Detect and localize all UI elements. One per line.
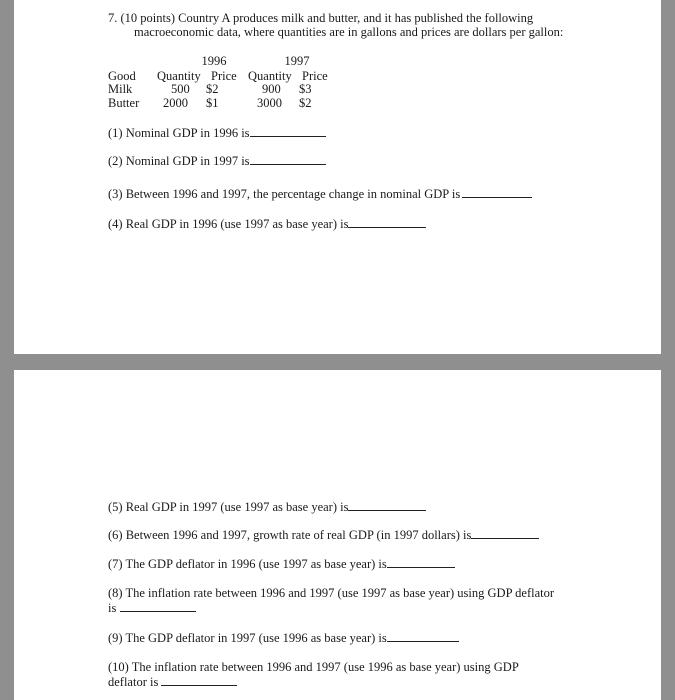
question-9 bbox=[108, 630, 459, 646]
question-8-text: (8) The inflation rate between 1996 and 1997 (use 1997 as base year) using GDP deflator bbox=[108, 586, 555, 600]
answer-blank-6 bbox=[471, 527, 539, 539]
document-page-1 bbox=[14, 0, 661, 354]
question-2-text: (2) Nominal GDP in 1997 is bbox=[108, 154, 250, 168]
table-header-price-1996: Price bbox=[211, 69, 237, 83]
question-1-text: (1) Nominal GDP in 1996 is bbox=[108, 126, 250, 140]
table-cell-butter-price-1996: $1 bbox=[206, 96, 219, 110]
question-3-text: (3) Between 1996 and 1997, the percentage change in nominal GDP is bbox=[108, 187, 461, 201]
table-cell-milk-price-1997: $3 bbox=[299, 82, 312, 96]
answer-blank-4 bbox=[348, 216, 426, 228]
question-3 bbox=[108, 186, 532, 202]
question-9-text: (9) The GDP deflator in 1997 (use 1996 as base year) is bbox=[108, 631, 387, 645]
question-8 bbox=[108, 586, 554, 601]
table-cell-butter-qty-1997: 3000 bbox=[257, 96, 282, 110]
table-cell-milk-qty-1996: 500 bbox=[171, 82, 190, 96]
table-header-good: Good bbox=[108, 69, 136, 83]
answer-blank-9 bbox=[387, 630, 459, 642]
answer-blank-5 bbox=[348, 499, 426, 511]
table-header-quantity-1997: Quantity bbox=[248, 69, 292, 83]
answer-blank-8 bbox=[120, 600, 196, 612]
answer-blank-3 bbox=[462, 186, 532, 198]
question-6 bbox=[108, 527, 539, 543]
problem-statement-line-1: 7. (10 points) Country A produces milk and butter, and it has published the following bbox=[108, 11, 534, 25]
table-cell-milk-qty-1997: 900 bbox=[262, 82, 281, 96]
question-5 bbox=[108, 499, 426, 515]
question-5-text: (5) Real GDP in 1997 (use 1997 as base year) is bbox=[108, 500, 349, 514]
question-6-text: (6) Between 1996 and 1997, growth rate of real GDP (in 1997 dollars) is bbox=[108, 528, 472, 542]
question-2 bbox=[108, 153, 326, 169]
table-header-quantity-1996: Quantity bbox=[157, 69, 201, 83]
table-header-price-1997: Price bbox=[302, 69, 328, 83]
question-10-text: (10) The inflation rate between 1996 and 1997 (use 1996 as base year) using GDP bbox=[108, 660, 519, 674]
question-8-continuation-text: is bbox=[108, 601, 117, 615]
answer-blank-1 bbox=[250, 125, 326, 137]
question-8-continuation bbox=[108, 600, 196, 616]
answer-blank-2 bbox=[250, 153, 326, 165]
question-7 bbox=[108, 556, 455, 572]
question-1 bbox=[108, 125, 326, 141]
table-year-1997: 1997 bbox=[284, 54, 310, 68]
question-4 bbox=[108, 216, 426, 232]
table-cell-milk: Milk bbox=[108, 82, 133, 96]
answer-blank-7 bbox=[387, 556, 455, 568]
question-7-text: (7) The GDP deflator in 1996 (use 1997 as base year) is bbox=[108, 557, 387, 571]
question-10-continuation-text: deflator is bbox=[108, 675, 159, 689]
table-cell-butter-qty-1996: 2000 bbox=[163, 96, 188, 110]
table-year-1996: 1996 bbox=[201, 54, 227, 68]
question-4-text: (4) Real GDP in 1996 (use 1997 as base year) is bbox=[108, 217, 349, 231]
document-page-2 bbox=[14, 370, 661, 700]
answer-blank-10 bbox=[161, 674, 237, 686]
table-cell-butter: Butter bbox=[108, 96, 140, 110]
question-10 bbox=[108, 660, 519, 675]
question-10-continuation bbox=[108, 674, 237, 690]
table-cell-milk-price-1996: $2 bbox=[206, 82, 219, 96]
table-cell-butter-price-1997: $2 bbox=[299, 96, 312, 110]
problem-statement-line-2: macroeconomic data, where quantities are in gallons and prices are dollars per gallon: bbox=[134, 25, 564, 39]
